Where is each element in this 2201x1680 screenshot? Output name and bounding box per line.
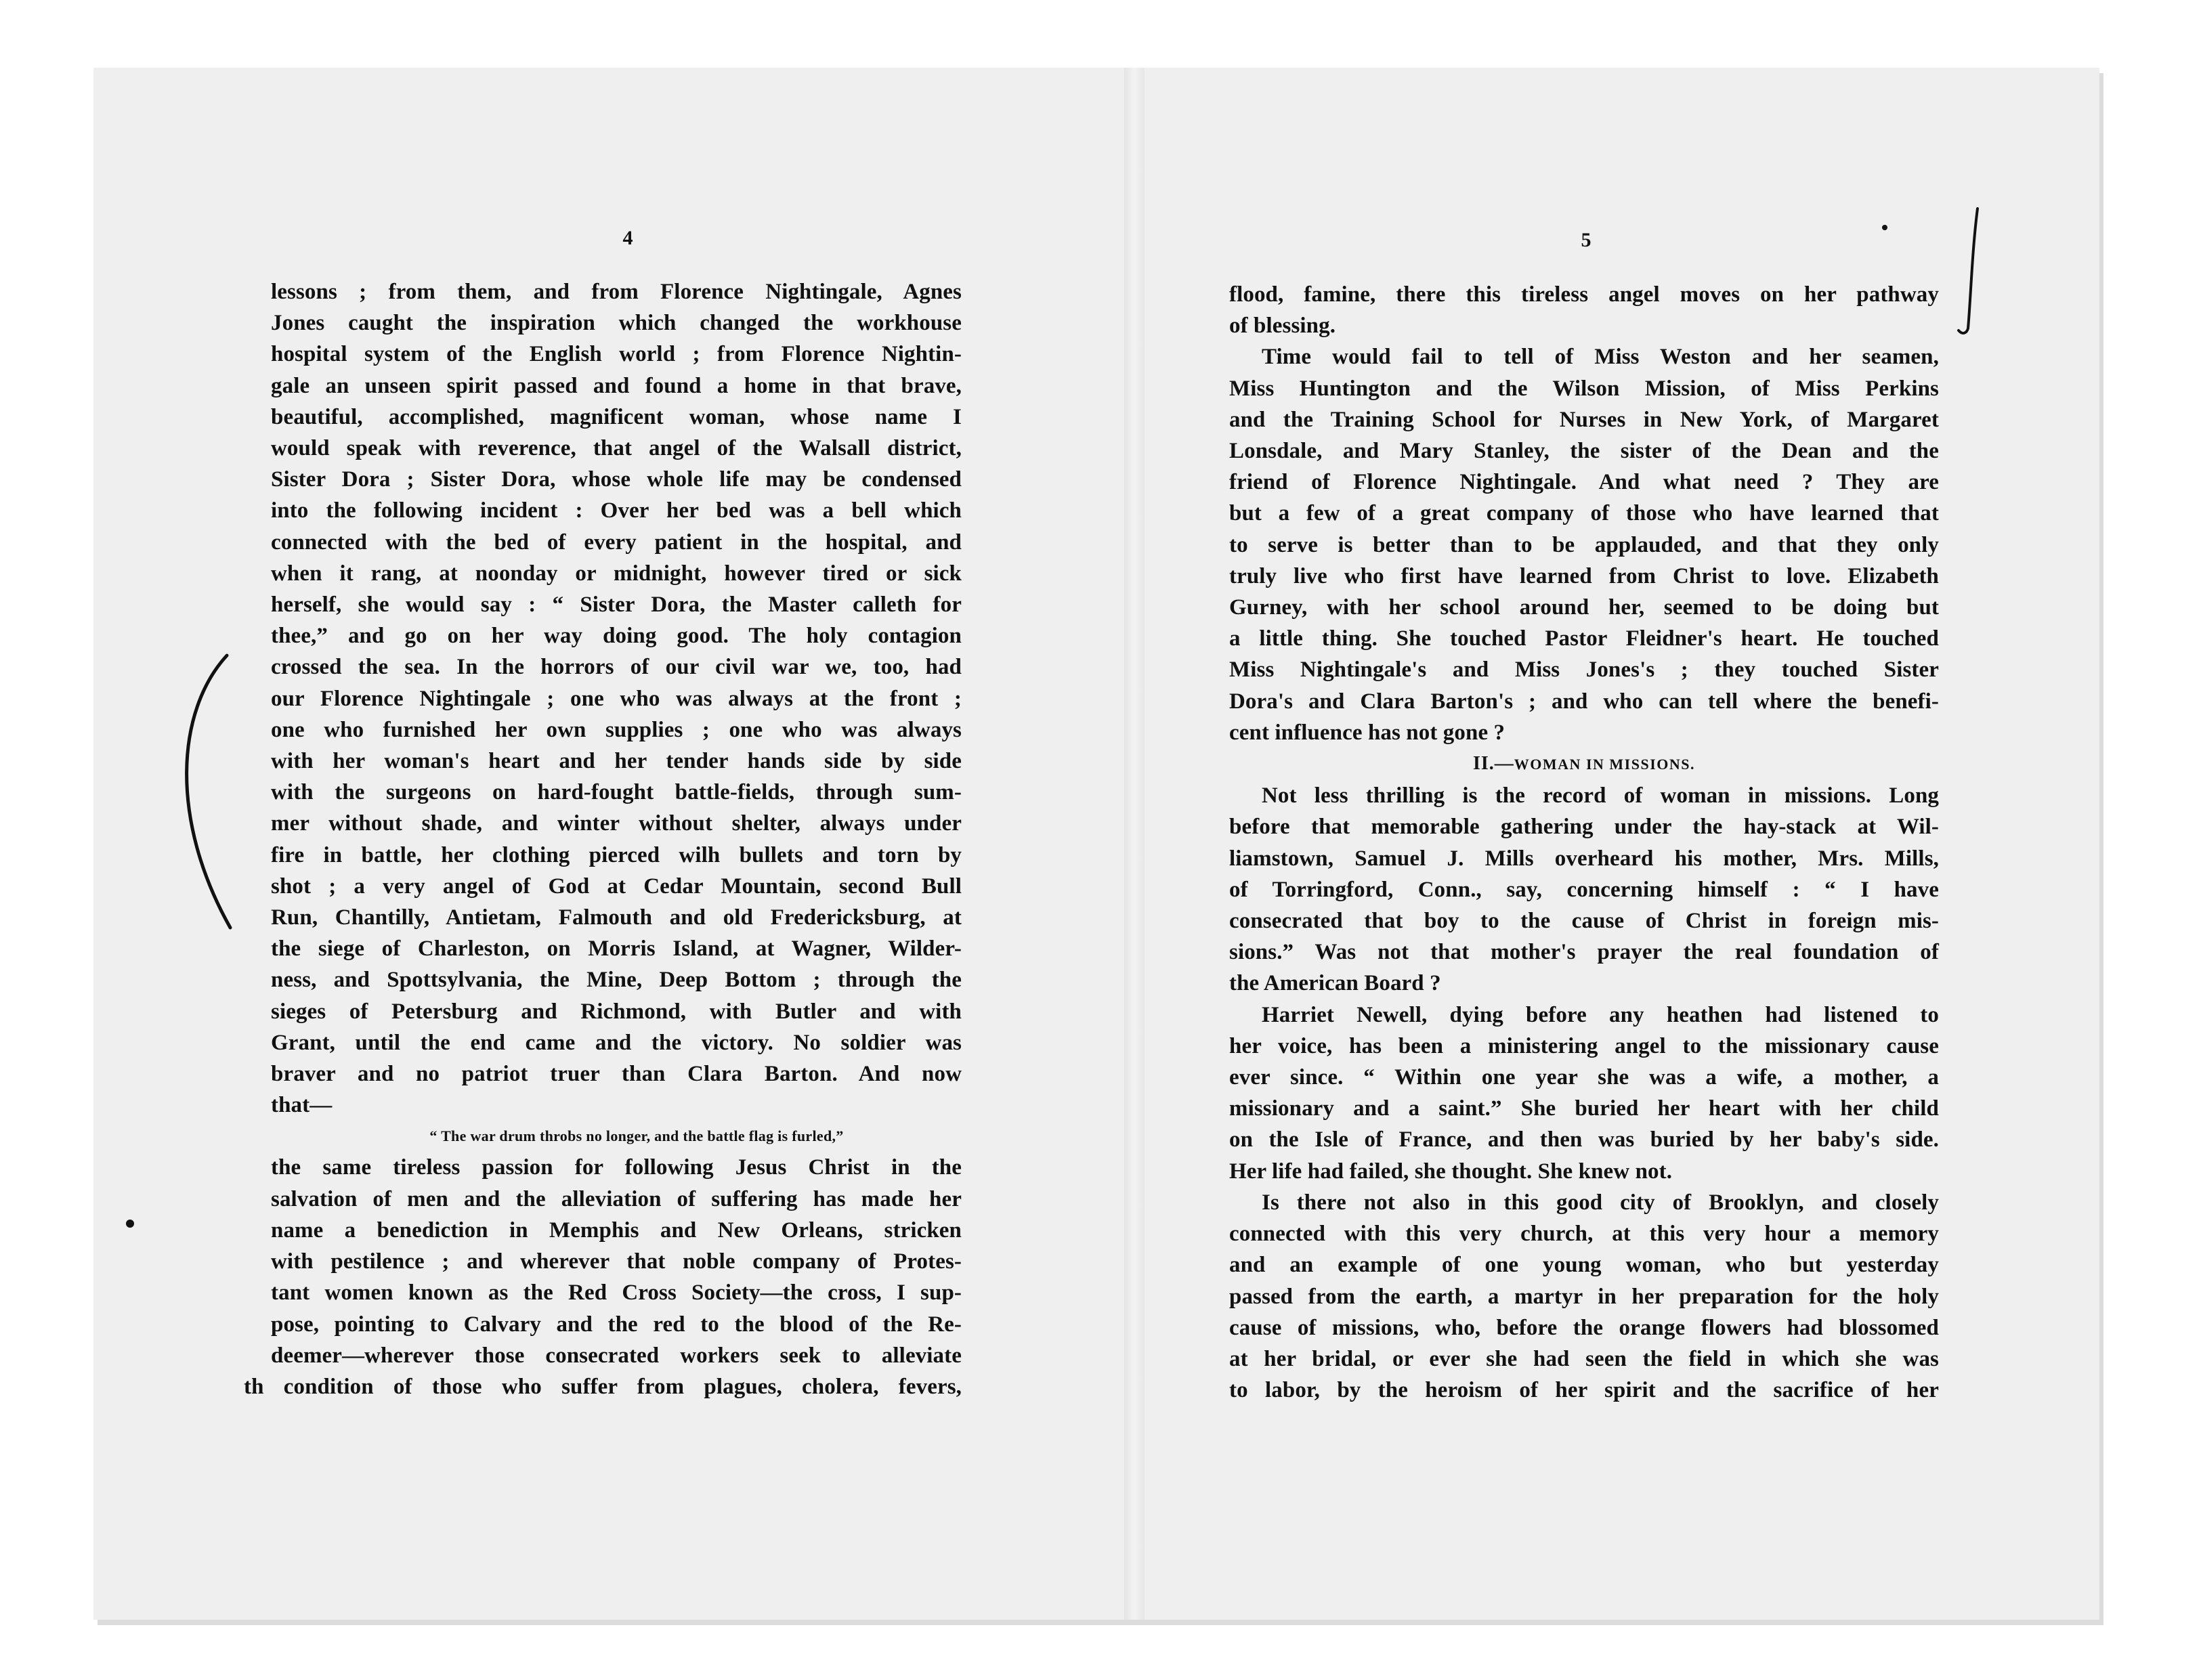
- text-line: of Torringford, Conn., say, concerning himself : “ I have: [1229, 877, 1939, 902]
- text-line: Dora's and Clara Barton's ; and who can tell where the benefi-: [1229, 689, 1939, 714]
- section-numeral: II.—: [1473, 753, 1514, 775]
- text-line: pose, pointing to Calvary and the red to the blood of the Re-: [271, 1312, 962, 1337]
- text-line: Grant, until the end came and the victory. No soldier was: [271, 1030, 962, 1055]
- page-number-right: 5: [1581, 229, 1591, 251]
- text-line: her voice, has been a ministering angel to the missionary cause: [1229, 1033, 1939, 1058]
- book-gutter: [1124, 68, 1145, 1620]
- text-line: braver and no patriot truer than Clara Barton. And now: [271, 1062, 962, 1087]
- margin-bracket-left-icon: [163, 650, 237, 934]
- text-line: Sister Dora ; Sister Dora, whose whole life may be condensed: [271, 467, 962, 492]
- text-line: cent influence has not gone ?: [1229, 720, 1505, 745]
- text-line: with the surgeons on hard-fought battle-fields, through sum-: [271, 780, 962, 805]
- text-line: fire in battle, her clothing pierced wilh bullets and torn by: [271, 842, 962, 867]
- text-line: would speak with reverence, that angel of the Walsall district,: [271, 436, 962, 461]
- text-line: Miss Nightingale's and Miss Jones's ; they touched Sister: [1229, 658, 1939, 683]
- text-line: herself, she would say : “ Sister Dora, the Master calleth for: [271, 593, 962, 618]
- ink-dot-icon: [122, 1215, 138, 1232]
- text-line: and the Training School for Nurses in New York, of Margaret: [1229, 407, 1939, 432]
- text-line: sions.” Was not that mother's prayer the real foundation of: [1229, 940, 1939, 965]
- text-line: with pestilence ; and wherever that noble company of Protes-: [271, 1249, 962, 1274]
- text-line: Her life had failed, she thought. She knew not.: [1229, 1159, 1673, 1184]
- text-line: into the following incident : Over her bed was a bell which: [271, 498, 962, 523]
- left-page-text: [244, 276, 962, 1402]
- text-line: our Florence Nightingale ; one who was always at the front ;: [271, 686, 962, 711]
- text-line: one who furnished her own supplies ; one who was always: [271, 717, 962, 742]
- text-line: Gurney, with her school around her, seemed to be doing but: [1229, 595, 1939, 620]
- text-line: salvation of men and the alleviation of suffering has made her: [271, 1186, 962, 1211]
- ink-dot-icon: [1879, 222, 1890, 233]
- text-line: at her bridal, or ever she had seen the field in which she was: [1229, 1346, 1939, 1371]
- text-line: to labor, by the heroism of her spirit and the sacrifice of her: [1229, 1378, 1939, 1403]
- text-line: deemer—wherever those consecrated workers seek to alleviate: [271, 1343, 962, 1368]
- text-line: Miss Huntington and the Wilson Mission, of Miss Perkins: [1229, 376, 1939, 401]
- text-line: but a few of a great company of those who have learned that: [1229, 501, 1939, 526]
- text-line: missionary and a saint.” She buried her heart with her child: [1229, 1096, 1939, 1121]
- text-line: a little thing. She touched Pastor Fleidner's heart. He touched: [1229, 626, 1939, 651]
- text-line: passed from the earth, a martyr in her preparation for the holy: [1229, 1284, 1939, 1309]
- text-line: lessons ; from them, and from Florence Nightingale, Agnes: [271, 280, 962, 304]
- text-line: name a benediction in Memphis and New Orleans, stricken: [271, 1218, 962, 1243]
- text-line: cause of missions, who, before the orange flowers had blossomed: [1229, 1315, 1939, 1340]
- text-line: connected with this very church, at this very hour a memory: [1229, 1222, 1939, 1247]
- text-line: beautiful, accomplished, magnificent woman, whose name I: [271, 404, 962, 429]
- text-line: thee,” and go on her way doing good. The holy contagion: [271, 624, 962, 649]
- text-line: flood, famine, there this tireless angel moves on her pathway: [1229, 282, 1939, 307]
- text-line: Is there not also in this good city of Brooklyn, and closely: [1262, 1190, 1939, 1215]
- text-line: ness, and Spottsylvania, the Mine, Deep Bottom ; through the: [271, 968, 962, 993]
- margin-bracket-right-icon: [1950, 203, 1998, 339]
- right-page-text: [1229, 279, 1939, 1406]
- text-line: hospital system of the English world ; from Florence Nightin-: [271, 342, 962, 367]
- text-line: consecrated that boy to the cause of Christ in foreign mis-: [1229, 909, 1939, 934]
- text-line: Not less thrilling is the record of woman in missions. Long: [1262, 783, 1939, 809]
- text-line: Lonsdale, and Mary Stanley, the sister of the Dean and the: [1229, 439, 1939, 464]
- text-line: tant women known as the Red Cross Society—the cross, I sup-: [271, 1280, 962, 1306]
- text-line: the same tireless passion for following Jesus Christ in the: [271, 1155, 962, 1180]
- text-line: gale an unseen spirit passed and found a home in that brave,: [271, 373, 962, 398]
- text-line: crossed the sea. In the horrors of our civil war we, too, had: [271, 655, 962, 680]
- text-line: liamstown, Samuel J. Mills overheard his mother, Mrs. Mills,: [1229, 846, 1939, 871]
- text-line: on the Isle of France, and then was buried by her baby's side.: [1229, 1127, 1939, 1153]
- text-line: sieges of Petersburg and Richmond, with Butler and with: [271, 999, 962, 1024]
- text-line: Harriet Newell, dying before any heathen had listened to: [1262, 1002, 1939, 1027]
- text-line: to serve is better than to be applauded, and that they only: [1229, 532, 1939, 557]
- text-line: that—: [271, 1093, 333, 1118]
- text-line: truly live who first have learned from Christ to love. Elizabeth: [1229, 563, 1939, 588]
- text-line: ever since. “ Within one year she was a wife, a mother, a: [1229, 1065, 1939, 1090]
- text-line: the siege of Charleston, on Morris Island, at Wagner, Wilder-: [271, 936, 962, 962]
- text-line: friend of Florence Nightingale. And what need ? They are: [1229, 470, 1939, 495]
- text-line: th condition of those who suffer from plagues, cholera, fevers,: [244, 1374, 962, 1399]
- text-line: of blessing.: [1229, 314, 1336, 339]
- page-number-left: 4: [622, 227, 633, 249]
- text-line: Run, Chantilly, Antietam, Falmouth and old Fredericksburg, at: [271, 905, 962, 930]
- text-line: mer without shade, and winter without shelter, always under: [271, 811, 962, 836]
- text-line: the American Board ?: [1229, 971, 1441, 996]
- text-line: and an example of one young woman, who but yesterday: [1229, 1253, 1939, 1278]
- text-line: before that memorable gathering under the hay-stack at Wil-: [1229, 815, 1939, 840]
- verse-quote: “ The war drum throbs no longer, and the battle flag is furled,”: [429, 1127, 844, 1145]
- text-line: connected with the bed of every patient in the hospital, and: [271, 530, 962, 555]
- text-line: Time would fail to tell of Miss Weston and her seamen,: [1262, 345, 1939, 370]
- text-line: shot ; a very angel of God at Cedar Mountain, second Bull: [271, 874, 962, 899]
- text-line: when it rang, at noonday or midnight, however tired or sick: [271, 561, 962, 586]
- section-title: WOMAN IN MISSIONS.: [1514, 756, 1695, 773]
- section-heading: [1229, 748, 1939, 780]
- text-line: with her woman's heart and her tender hands side by side: [271, 749, 962, 774]
- text-line: Jones caught the inspiration which changed the workhouse: [271, 311, 962, 336]
